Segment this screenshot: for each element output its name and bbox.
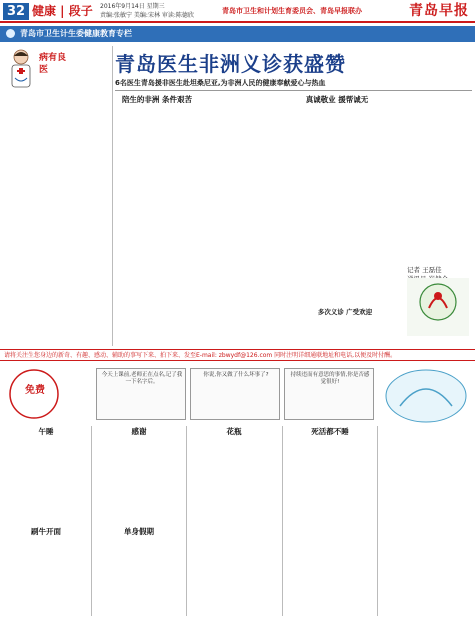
- speech-bubble: 持续违而有意思的事情,你是否感觉很好!: [290, 372, 370, 385]
- speech-bubble: 你说,你又做了什么坏事了?: [203, 372, 269, 378]
- joke-body: [96, 440, 182, 510]
- joke-title: 花瓶: [226, 427, 242, 436]
- main-headline: 青岛医生非洲义诊获盛赞: [115, 52, 346, 76]
- subtitle-divider: [115, 90, 472, 91]
- section-name: 健康 | 段子: [32, 4, 93, 18]
- submission-notice: [0, 349, 475, 361]
- joke-column: [190, 426, 278, 516]
- banner-bullet-icon: [6, 29, 15, 38]
- column-body: [115, 109, 199, 309]
- article-subhead: 多次义诊 广受欢迎: [317, 308, 373, 316]
- column-divider: [186, 426, 187, 616]
- left-story-intro: [71, 48, 111, 94]
- header-divider: [0, 21, 475, 23]
- main-subtitle: 6名医生青岛援非医生赴坦桑尼亚,为非洲人民的健康奉献爱心与热血: [115, 79, 326, 87]
- column-heading: 陪生的非洲 条件艰苦: [121, 95, 193, 104]
- joke-column: [286, 426, 374, 516]
- column-banner: [0, 26, 475, 42]
- article-byline: 记者 王磊佳 通讯员 崔健全: [407, 266, 449, 283]
- cartoon-panel: [96, 368, 186, 420]
- article-column-1: [115, 94, 199, 344]
- masthead-logo: 青岛早报: [409, 3, 469, 19]
- speech-bubble: 今天上课前,老师正在点名,记了我一下名字后。: [101, 372, 183, 385]
- column-body: [385, 98, 469, 268]
- header-meta: [100, 2, 220, 20]
- page-number: 32: [3, 3, 29, 20]
- doctor-illustration-icon: [5, 48, 37, 92]
- right-sidebar: [380, 366, 472, 616]
- article-column-2: [205, 94, 289, 344]
- left-story: [3, 46, 111, 346]
- cartoon-panel: [190, 368, 280, 420]
- health-logo-icon: [407, 278, 469, 336]
- column-divider: [91, 426, 92, 616]
- joke-body: [190, 440, 278, 510]
- column-divider: [282, 426, 283, 616]
- page-header: [0, 0, 475, 22]
- header-slogan: 青岛市卫生和计划生育委员会、青岛早报联办: [222, 7, 362, 15]
- column-body: [205, 98, 289, 298]
- joke-title: 死活都不睡: [311, 427, 349, 436]
- column-heading: 真诚敬业 援帮诚无: [305, 95, 369, 104]
- column-divider: [112, 46, 113, 346]
- joke-column: [4, 526, 88, 616]
- cartoon-title-text: 免费: [25, 385, 45, 396]
- joke-body: [4, 540, 88, 610]
- main-article: [115, 46, 472, 346]
- joke-title: 刷牛开面: [31, 527, 61, 536]
- joke-title: 单身假期: [124, 527, 154, 536]
- notice-text: 请将关注生您身边的新奇、有趣、感动、辅助的事写下来、拍下来、发至E-mail: zbwydf@126.com 同时注明详细通联地址和电话,以便及时付酬。: [4, 352, 397, 359]
- jokes-section: [0, 364, 475, 620]
- sidebar-illustration-icon: [380, 366, 472, 426]
- joke-column: [96, 426, 182, 516]
- story-label: 病有良医: [39, 53, 67, 75]
- column-divider: [377, 426, 378, 616]
- sidebar-body: [380, 430, 472, 610]
- left-story-body: [5, 96, 109, 346]
- cartoon-panel: [284, 368, 374, 420]
- cartoon-title: [4, 366, 94, 422]
- column-body: [295, 109, 379, 309]
- joke-title: 感谢: [131, 427, 147, 436]
- joke-body: [96, 540, 182, 610]
- article-column-3: [295, 94, 379, 344]
- joke-body: [286, 440, 374, 510]
- editors-line: 责编:张敏宁 美编:宋林 审读:陈德欣: [100, 12, 194, 19]
- cartoon-strip: [96, 366, 376, 422]
- joke-title: 午睡: [38, 427, 54, 436]
- joke-column: [96, 526, 182, 616]
- banner-title: 青岛市卫生计生委健康教育专栏: [20, 29, 132, 38]
- date-line: 2016年9月14日 星期三: [100, 3, 165, 10]
